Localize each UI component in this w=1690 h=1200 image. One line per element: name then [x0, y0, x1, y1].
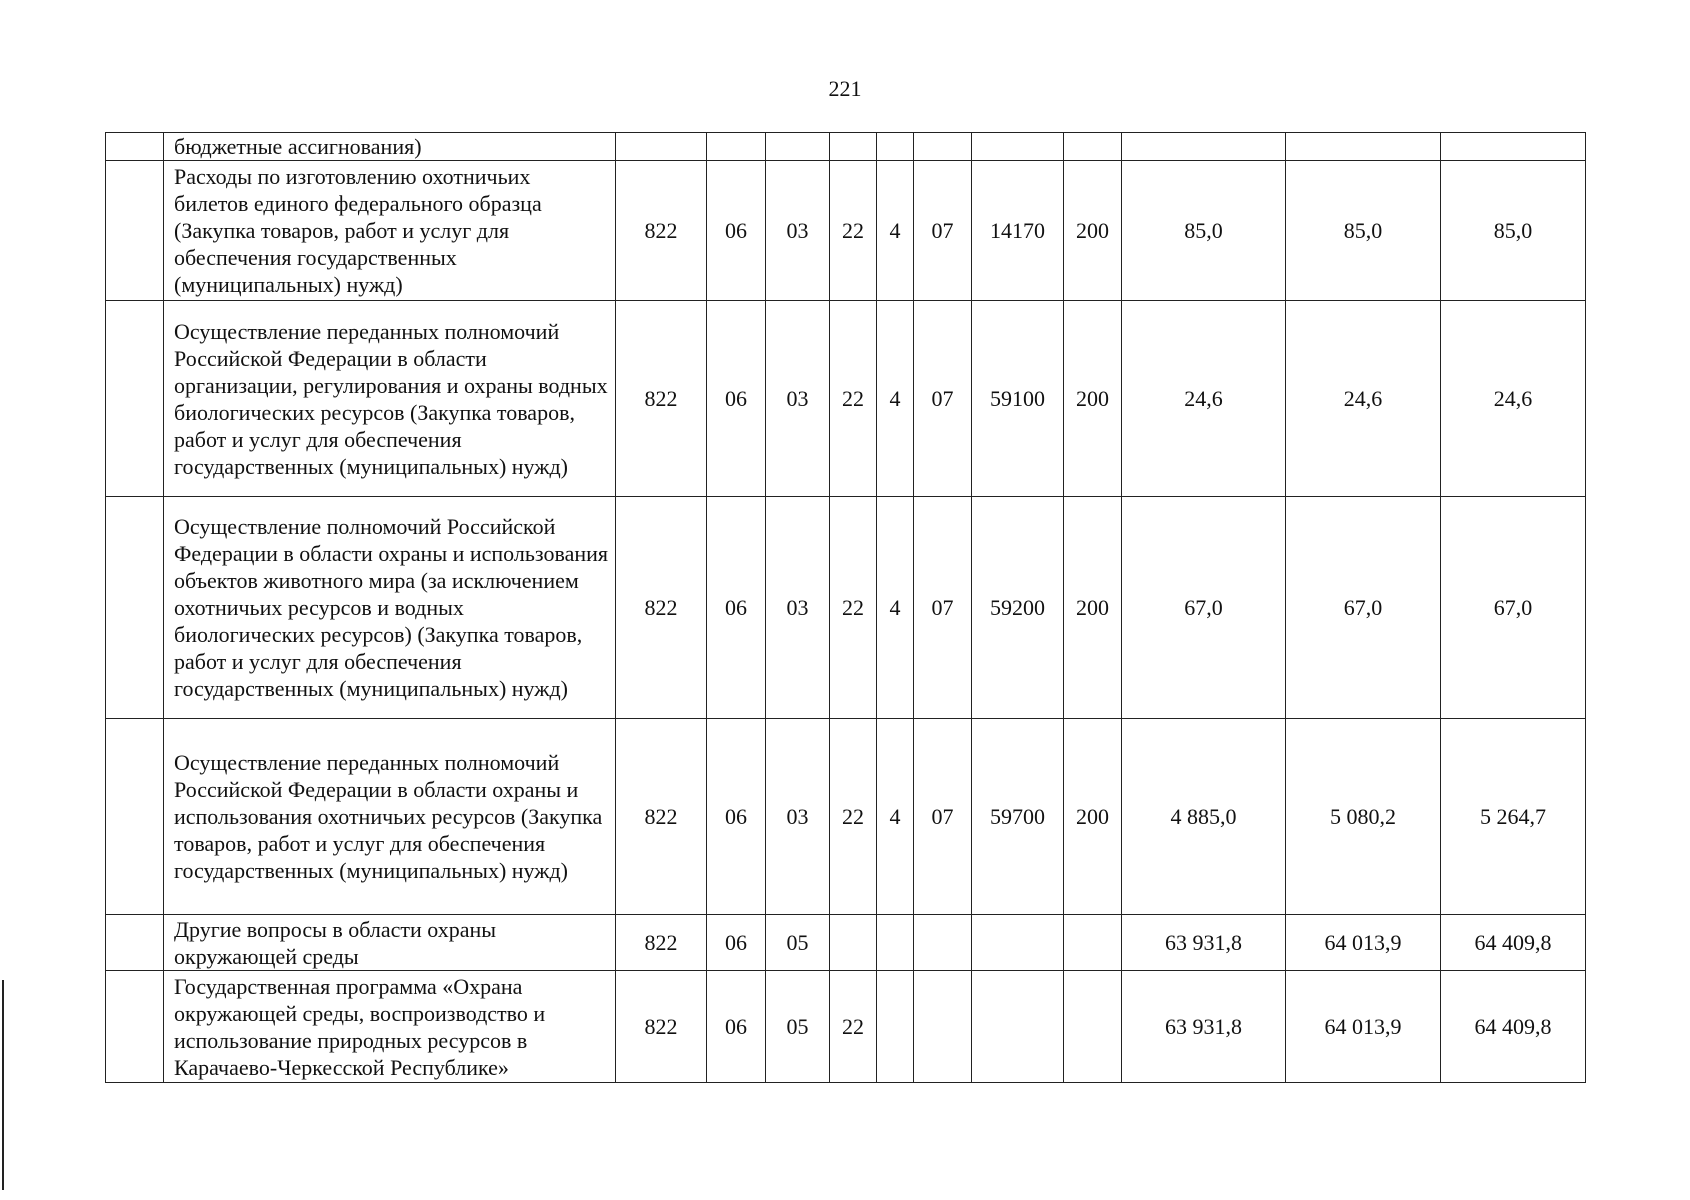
amount-year3-cell: 67,0: [1441, 497, 1586, 719]
direction-code-cell: 59700: [972, 719, 1064, 915]
program-code-cell: [830, 915, 877, 971]
amount-year2-cell: 64 013,9: [1286, 915, 1441, 971]
row-index-cell: [106, 719, 164, 915]
amount-year1-cell: 24,6: [1122, 301, 1286, 497]
direction-code-cell: [972, 133, 1064, 161]
amount-year2-cell: [1286, 133, 1441, 161]
amount-year1-cell: 67,0: [1122, 497, 1286, 719]
program-code-cell: 22: [830, 301, 877, 497]
expense-type-code-cell: 200: [1064, 497, 1122, 719]
subprogram-code-cell: [877, 971, 914, 1083]
expense-name-cell: Осуществление переданных полномочий Российской Федерации в области организации, регулирования и охраны водных биологических ресурсов (Закупка товаров, работ и услуг для обеспечения государственных (муниципальных) нужд): [164, 301, 616, 497]
subsection-code-cell: 03: [766, 497, 830, 719]
amount-year2-cell: 24,6: [1286, 301, 1441, 497]
event-code-cell: [914, 971, 972, 1083]
section-code-cell: 06: [707, 497, 766, 719]
amount-year1-cell: [1122, 133, 1286, 161]
expense-name-cell: Осуществление переданных полномочий Российской Федерации в области охраны и использования охотничьих ресурсов (Закупка товаров, работ и услуг для обеспечения государственных (муниципальных) нужд): [164, 719, 616, 915]
row-index-cell: [106, 133, 164, 161]
ministry-code-cell: 822: [616, 719, 707, 915]
section-code-cell: 06: [707, 161, 766, 301]
program-code-cell: 22: [830, 971, 877, 1083]
subsection-code-cell: 03: [766, 301, 830, 497]
expense-type-code-cell: [1064, 915, 1122, 971]
amount-year3-cell: 5 264,7: [1441, 719, 1586, 915]
expense-name-cell: Осуществление полномочий Российской Федерации в области охраны и использования объектов животного мира (за исключением охотничьих ресурсов и водных биологических ресурсов) (Закупка товаров, работ и услуг для обеспечения государственных (муниципальных) нужд): [164, 497, 616, 719]
event-code-cell: [914, 915, 972, 971]
ministry-code-cell: 822: [616, 301, 707, 497]
budget-table: [105, 132, 1586, 1083]
page-number: 221: [828, 76, 862, 101]
subprogram-code-cell: 4: [877, 497, 914, 719]
row-index-cell: [106, 497, 164, 719]
amount-year3-cell: 64 409,8: [1441, 971, 1586, 1083]
amount-year1-cell: 4 885,0: [1122, 719, 1286, 915]
ministry-code-cell: [616, 133, 707, 161]
ministry-code-cell: 822: [616, 161, 707, 301]
amount-year1-cell: 63 931,8: [1122, 971, 1286, 1083]
subprogram-code-cell: 4: [877, 161, 914, 301]
row-index-cell: [106, 301, 164, 497]
section-code-cell: 06: [707, 301, 766, 497]
section-code-cell: 06: [707, 971, 766, 1083]
amount-year3-cell: 85,0: [1441, 161, 1586, 301]
program-code-cell: 22: [830, 719, 877, 915]
ministry-code-cell: 822: [616, 497, 707, 719]
amount-year3-cell: [1441, 133, 1586, 161]
subsection-code-cell: 03: [766, 719, 830, 915]
expense-name-cell: Другие вопросы в области охраны окружающей среды: [164, 915, 616, 971]
expense-name-cell: Расходы по изготовлению охотничьих билетов единого федерального образца (Закупка товаров, работ и услуг для обеспечения государственных (муниципальных) нужд): [164, 161, 616, 301]
table-row: [106, 971, 1586, 1083]
section-code-cell: 06: [707, 719, 766, 915]
event-code-cell: 07: [914, 497, 972, 719]
expense-type-code-cell: [1064, 133, 1122, 161]
table-row: [106, 497, 1586, 719]
direction-code-cell: [972, 915, 1064, 971]
table-row: [106, 719, 1586, 915]
table-row: [106, 133, 1586, 161]
amount-year1-cell: 85,0: [1122, 161, 1286, 301]
section-code-cell: 06: [707, 915, 766, 971]
expense-type-code-cell: [1064, 971, 1122, 1083]
subprogram-code-cell: 4: [877, 719, 914, 915]
amount-year2-cell: 67,0: [1286, 497, 1441, 719]
expense-name-cell: бюджетные ассигнования): [164, 133, 616, 161]
expense-name-cell: Государственная программа «Охрана окружающей среды, воспроизводство и использование природных ресурсов в Карачаево-Черкесской Республике»: [164, 971, 616, 1083]
ministry-code-cell: 822: [616, 971, 707, 1083]
row-index-cell: [106, 161, 164, 301]
expense-type-code-cell: 200: [1064, 719, 1122, 915]
subsection-code-cell: [766, 133, 830, 161]
event-code-cell: 07: [914, 719, 972, 915]
amount-year2-cell: 85,0: [1286, 161, 1441, 301]
program-code-cell: 22: [830, 497, 877, 719]
table-row: [106, 301, 1586, 497]
direction-code-cell: [972, 971, 1064, 1083]
subprogram-code-cell: [877, 133, 914, 161]
subprogram-code-cell: [877, 915, 914, 971]
amount-year2-cell: 5 080,2: [1286, 719, 1441, 915]
margin-line: [2, 980, 4, 1190]
section-code-cell: [707, 133, 766, 161]
event-code-cell: [914, 133, 972, 161]
direction-code-cell: 14170: [972, 161, 1064, 301]
direction-code-cell: 59100: [972, 301, 1064, 497]
event-code-cell: 07: [914, 301, 972, 497]
amount-year1-cell: 63 931,8: [1122, 915, 1286, 971]
amount-year2-cell: 64 013,9: [1286, 971, 1441, 1083]
table-row: [106, 915, 1586, 971]
table-row: [106, 161, 1586, 301]
ministry-code-cell: 822: [616, 915, 707, 971]
subsection-code-cell: 05: [766, 915, 830, 971]
expense-type-code-cell: 200: [1064, 161, 1122, 301]
row-index-cell: [106, 971, 164, 1083]
subsection-code-cell: 03: [766, 161, 830, 301]
subprogram-code-cell: 4: [877, 301, 914, 497]
direction-code-cell: 59200: [972, 497, 1064, 719]
program-code-cell: 22: [830, 161, 877, 301]
amount-year3-cell: 24,6: [1441, 301, 1586, 497]
event-code-cell: 07: [914, 161, 972, 301]
subsection-code-cell: 05: [766, 971, 830, 1083]
expense-type-code-cell: 200: [1064, 301, 1122, 497]
amount-year3-cell: 64 409,8: [1441, 915, 1586, 971]
program-code-cell: [830, 133, 877, 161]
row-index-cell: [106, 915, 164, 971]
